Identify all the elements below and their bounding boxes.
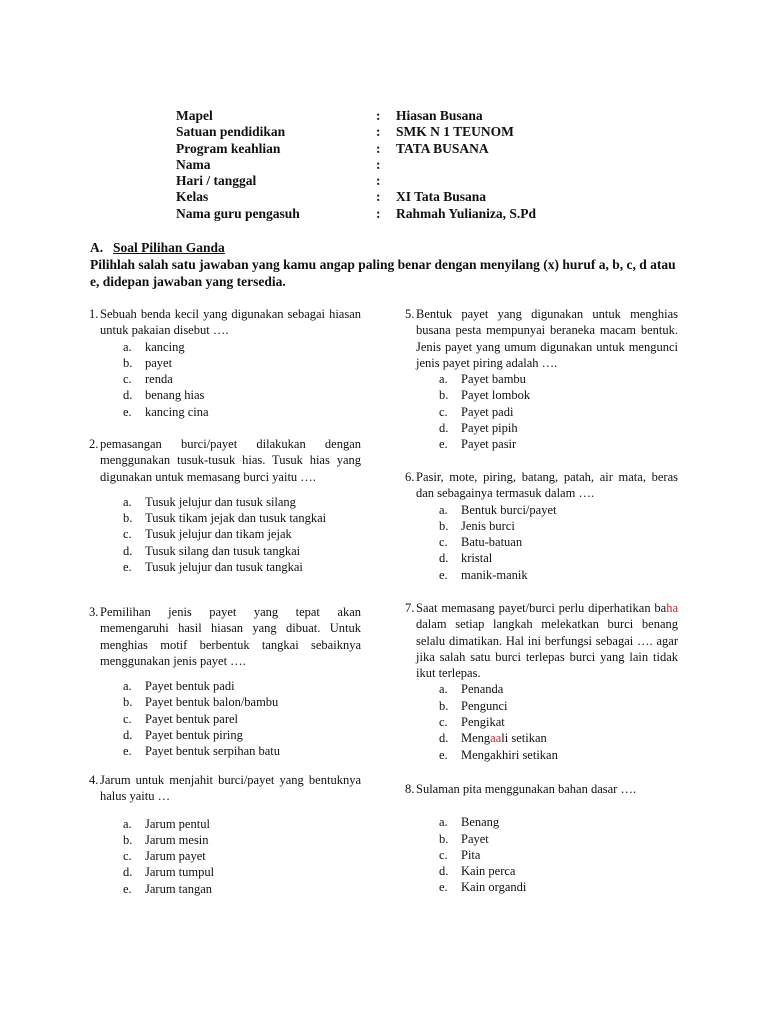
option-item[interactable]: c. Pita bbox=[439, 847, 481, 862]
option-item[interactable]: b. Payet lombok bbox=[439, 388, 531, 403]
question-stem: pemasangan burci/payet dilakukan dengan menggunakan tusuk-tusuk hias. Tusuk hias yang digunakan untuk memasang burci yaitu …. bbox=[100, 437, 361, 484]
header-value: XI Tata Busana bbox=[396, 189, 487, 205]
exam-header bbox=[176, 108, 536, 222]
option-item[interactable]: c. Pengikat bbox=[439, 715, 505, 730]
option-list bbox=[439, 502, 678, 583]
option-item[interactable]: d. Tusuk silang dan tusuk tangkai bbox=[123, 543, 301, 558]
question-7: 7. Saat memasang payet/burci perlu diperhatikan baha dalam setiap langkah melekatkan burci benang selalu dimatikan. Hal ini berfungsi sebagai …. agar jika salah satu burci terlepas burci yang lain tidak ikut terlepas. a. Penanda b. Pengunci c. Pengikat d. Mengaali setikan e. Mengakhiri setikan bbox=[405, 601, 678, 762]
option-item[interactable]: d. Jarum tumpul bbox=[123, 865, 215, 880]
option-item[interactable]: b. Jenis burci bbox=[439, 518, 515, 533]
option-item[interactable]: b. Tusuk tikam jejak dan tusuk tangkai bbox=[123, 511, 327, 526]
option-list bbox=[123, 678, 361, 759]
option-item[interactable]: e. kancing cina bbox=[123, 404, 209, 419]
option-item[interactable]: d. Mengaali setikan bbox=[439, 731, 547, 746]
option-item[interactable]: a. Tusuk jelujur dan tusuk silang bbox=[123, 494, 296, 509]
option-item[interactable]: b. payet bbox=[123, 355, 173, 370]
option-list bbox=[123, 494, 361, 575]
option-list bbox=[123, 816, 361, 897]
header-value: SMK N 1 TEUNOM bbox=[396, 124, 514, 140]
header-row-satuan: Satuan pendidikan : SMK N 1 TEUNOM bbox=[176, 124, 514, 140]
option-item[interactable]: a. Payet bentuk padi bbox=[123, 679, 235, 694]
question-2: 2. pemasangan burci/payet dilakukan dengan menggunakan tusuk-tusuk hias. Tusuk hias yang digunakan untuk memasang burci yaitu …. a. Tusuk jelujur dan tusuk silang b. Tusuk tikam jejak dan tusuk tangkai c. Tusuk jelujur dan tikam jejak d. Tusuk silang dan tusuk tangkai e. Tusuk jelujur dan tusuk tangkai bbox=[89, 437, 361, 575]
header-row-nama: Nama : bbox=[176, 156, 381, 172]
question-stem: Jarum untuk menjahit burci/payet yang bentuknya halus yaitu … bbox=[100, 773, 361, 804]
option-item[interactable]: a. Penanda bbox=[439, 682, 504, 697]
option-item[interactable]: c. Payet padi bbox=[439, 404, 514, 419]
option-item[interactable]: d. kristal bbox=[439, 551, 493, 566]
option-item[interactable]: a. Bentuk burci/payet bbox=[439, 502, 557, 517]
header-row-program: Program keahlian : TATA BUSANA bbox=[176, 140, 489, 156]
question-3: 3. Pemilihan jenis payet yang tepat akan memengaruhi hasil hiasan yang dibuat. Untuk menghias motif berbentuk tangkai sebaiknya menggunakan jenis payet …. a. Payet bentuk padi b. Payet bentuk balon/bambu c. Payet bentuk parel d. Payet bentuk piring e. Payet bentuk serpihan batu bbox=[89, 605, 361, 759]
header-value: TATA BUSANA bbox=[396, 140, 489, 156]
option-item[interactable]: a. Benang bbox=[439, 815, 500, 830]
option-item[interactable]: c. Batu-batuan bbox=[439, 535, 523, 550]
highlighted-text: ha bbox=[666, 601, 678, 615]
option-item[interactable]: e. Mengakhiri setikan bbox=[439, 747, 558, 762]
question-4: 4. Jarum untuk menjahit burci/payet yang bentuknya halus yaitu … a. Jarum pentul b. Jarum mesin c. Jarum payet d. Jarum tumpul e. Jarum tangan bbox=[89, 773, 361, 896]
header-row-kelas: Kelas : XI Tata Busana bbox=[176, 189, 487, 205]
question-stem: Saat memasang payet/burci perlu diperhatikan baha dalam setiap langkah melekatkan burci benang selalu dimatikan. Hal ini berfungsi sebagai …. agar jika salah satu burci terlepas burci yang lain tidak ikut terlepas. bbox=[416, 601, 678, 681]
option-item[interactable]: d. Payet bentuk piring bbox=[123, 728, 243, 743]
header-row-mapel: Mapel : Hiasan Busana bbox=[176, 108, 483, 123]
option-list bbox=[439, 814, 678, 895]
header-row-hari: Hari / tanggal : bbox=[176, 173, 381, 189]
option-item[interactable]: c. renda bbox=[123, 372, 173, 387]
option-item[interactable]: b. Payet bbox=[439, 831, 489, 846]
question-stem: Pasir, mote, piring, batang, patah, air mata, beras dan sebagainya termasuk dalam …. bbox=[416, 470, 678, 501]
question-5: 5. Bentuk payet yang digunakan untuk menghias busana pesta mempunyai beraneka macam bentuk. Jenis payet yang umum digunakan untuk mengunci jenis payet piring adalah …. a. Payet bambu b. Payet lombok c. Payet padi d. Payet pipih e. Payet pasir bbox=[405, 307, 678, 452]
option-item[interactable]: e. Jarum tangan bbox=[123, 881, 212, 896]
option-list bbox=[123, 339, 361, 420]
question-stem: Sebuah benda kecil yang digunakan sebagai hiasan untuk pakaian disebut …. bbox=[100, 307, 361, 338]
option-item[interactable]: c. Jarum payet bbox=[123, 849, 206, 864]
section-instruction: Pilihlah salah satu jawaban yang kamu angap paling benar dengan menyilang (x) huruf a, b, c, d atau e, didepan jawaban yang tersedia. bbox=[90, 257, 676, 289]
question-1: 1. Sebuah benda kecil yang digunakan sebagai hiasan untuk pakaian disebut …. a. kancing b. payet c. renda d. benang hias e. kancing cina bbox=[89, 307, 361, 419]
option-item[interactable]: e. Tusuk jelujur dan tusuk tangkai bbox=[123, 560, 303, 575]
option-item[interactable]: a. kancing bbox=[123, 339, 185, 354]
option-item[interactable]: e. Payet bentuk serpihan batu bbox=[123, 744, 281, 759]
header-value: Rahmah Yulianiza, S.Pd bbox=[396, 205, 537, 221]
option-item[interactable]: d. benang hias bbox=[123, 388, 205, 403]
question-stem: Bentuk payet yang digunakan untuk menghias busana pesta mempunyai beraneka macam bentuk. Jenis payet yang umum digunakan untuk mengunci jenis payet piring adalah …. bbox=[416, 307, 678, 370]
question-stem: Sulaman pita menggunakan bahan dasar …. bbox=[416, 782, 637, 796]
section-title: Soal Pilihan Ganda bbox=[113, 240, 225, 255]
option-list bbox=[439, 681, 678, 762]
option-item[interactable]: e. manik-manik bbox=[439, 567, 528, 582]
header-row-guru: Nama guru pengasuh : Rahmah Yulianiza, S.Pd bbox=[176, 205, 537, 221]
option-item[interactable]: e. Kain organdi bbox=[439, 880, 527, 895]
option-item[interactable]: d. Kain perca bbox=[439, 864, 516, 879]
option-item[interactable]: a. Jarum pentul bbox=[123, 816, 210, 831]
option-item[interactable]: b. Payet bentuk balon/bambu bbox=[123, 695, 279, 710]
question-8: 8. Sulaman pita menggunakan bahan dasar …. a. Benang b. Payet c. Pita d. Kain perca e. Kain organdi bbox=[405, 781, 678, 896]
option-item[interactable]: c. Payet bentuk parel bbox=[123, 711, 239, 726]
header-value: Hiasan Busana bbox=[396, 108, 483, 123]
option-item[interactable]: e. Payet pasir bbox=[439, 437, 517, 452]
question-6: 6. Pasir, mote, piring, batang, patah, air mata, beras dan sebagainya termasuk dalam …. a. Bentuk burci/payet b. Jenis burci c. Batu-batuan d. kristal e. manik-manik bbox=[405, 470, 678, 582]
option-item[interactable]: c. Tusuk jelujur dan tikam jejak bbox=[123, 527, 292, 542]
question-stem: Pemilihan jenis payet yang tepat akan memengaruhi hasil hiasan yang dibuat. Untuk menghias motif berbentuk tangkai sebaiknya menggunakan jenis payet …. bbox=[100, 605, 361, 668]
section-heading: A. Soal Pilihan Ganda bbox=[90, 240, 225, 255]
option-list bbox=[439, 371, 678, 452]
option-item[interactable]: b. Jarum mesin bbox=[123, 832, 209, 847]
option-item[interactable]: d. Payet pipih bbox=[439, 421, 518, 436]
option-item[interactable]: a. Payet bambu bbox=[439, 372, 526, 387]
option-item[interactable]: b. Pengunci bbox=[439, 698, 508, 713]
highlighted-text: aa bbox=[490, 731, 502, 746]
